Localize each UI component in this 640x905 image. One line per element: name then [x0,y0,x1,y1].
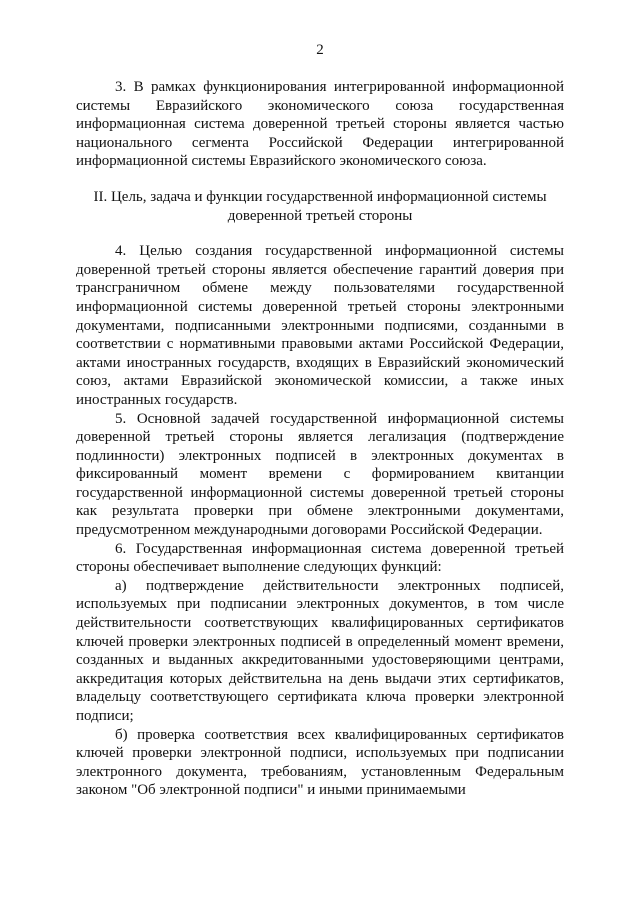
paragraph-6: 6. Государственная информационная система доверенной третьей стороны обеспечивает выполнение следующих функций: [76,540,564,576]
section-heading-line-2: доверенной третьей стороны [227,207,413,224]
document-body [76,78,564,800]
subitem-a: а) подтверждение действительности электронных подписей, используемых при подписании электронных документов, в том числе действительности соответствующих квалифицированных сертификатов ключей проверки электронных подписей в определенный момент времени, созданных и выданных аккредитованными удостоверяющими центрами, аккредитация которых действительна на день выдачи этих сертификатов, владельцу соответствующего сертификата ключа проверки электронной подписи; [76,577,564,724]
paragraph-5: 5. Основной задачей государственной информационной системы доверенной третьей стороны является легализация (подтверждение подлинности) электронных подписей в электронных документах в фиксированный момент времени с формированием квитанции государственной информационной системы доверенной третьей стороны как результата проверки при обмене электронными документами, предусмотренном международными договорами Российской Федерации. [76,410,564,539]
page-number: 2 [316,42,324,58]
subitem-b: б) проверка соответствия всех квалифицированных сертификатов ключей проверки электронной подписи, используемых при подписании электронного документа, требованиям, установленным Федеральным законом "Об электронной подписи" и иными принимаемыми [76,726,564,799]
paragraph-3: 3. В рамках функционирования интегрированной информационной системы Евразийского экономического союза государственная информационная система доверенной третьей стороны является частью национального сегмента Российской Федерации интегрированной информационной системы Евразийского экономического союза. [76,79,564,170]
paragraph-4: 4. Целью создания государственной информационной системы доверенной третьей стороны является обеспечение гарантий доверия при трансграничном обмене между пользователями государственной информационной системы доверенной третьей стороны электронными документами, подписанными электронными подписями, созданными в соответствии с нормативными правовыми актами Российской Федерации, актами иностранных государств, входящих в Евразийский экономический союз, актами Евразийской экономической комиссии, а также иных иностранных государств. [76,243,564,408]
section-heading-line-1: II. Цель, задача и функции государственной информационной системы [93,188,547,205]
